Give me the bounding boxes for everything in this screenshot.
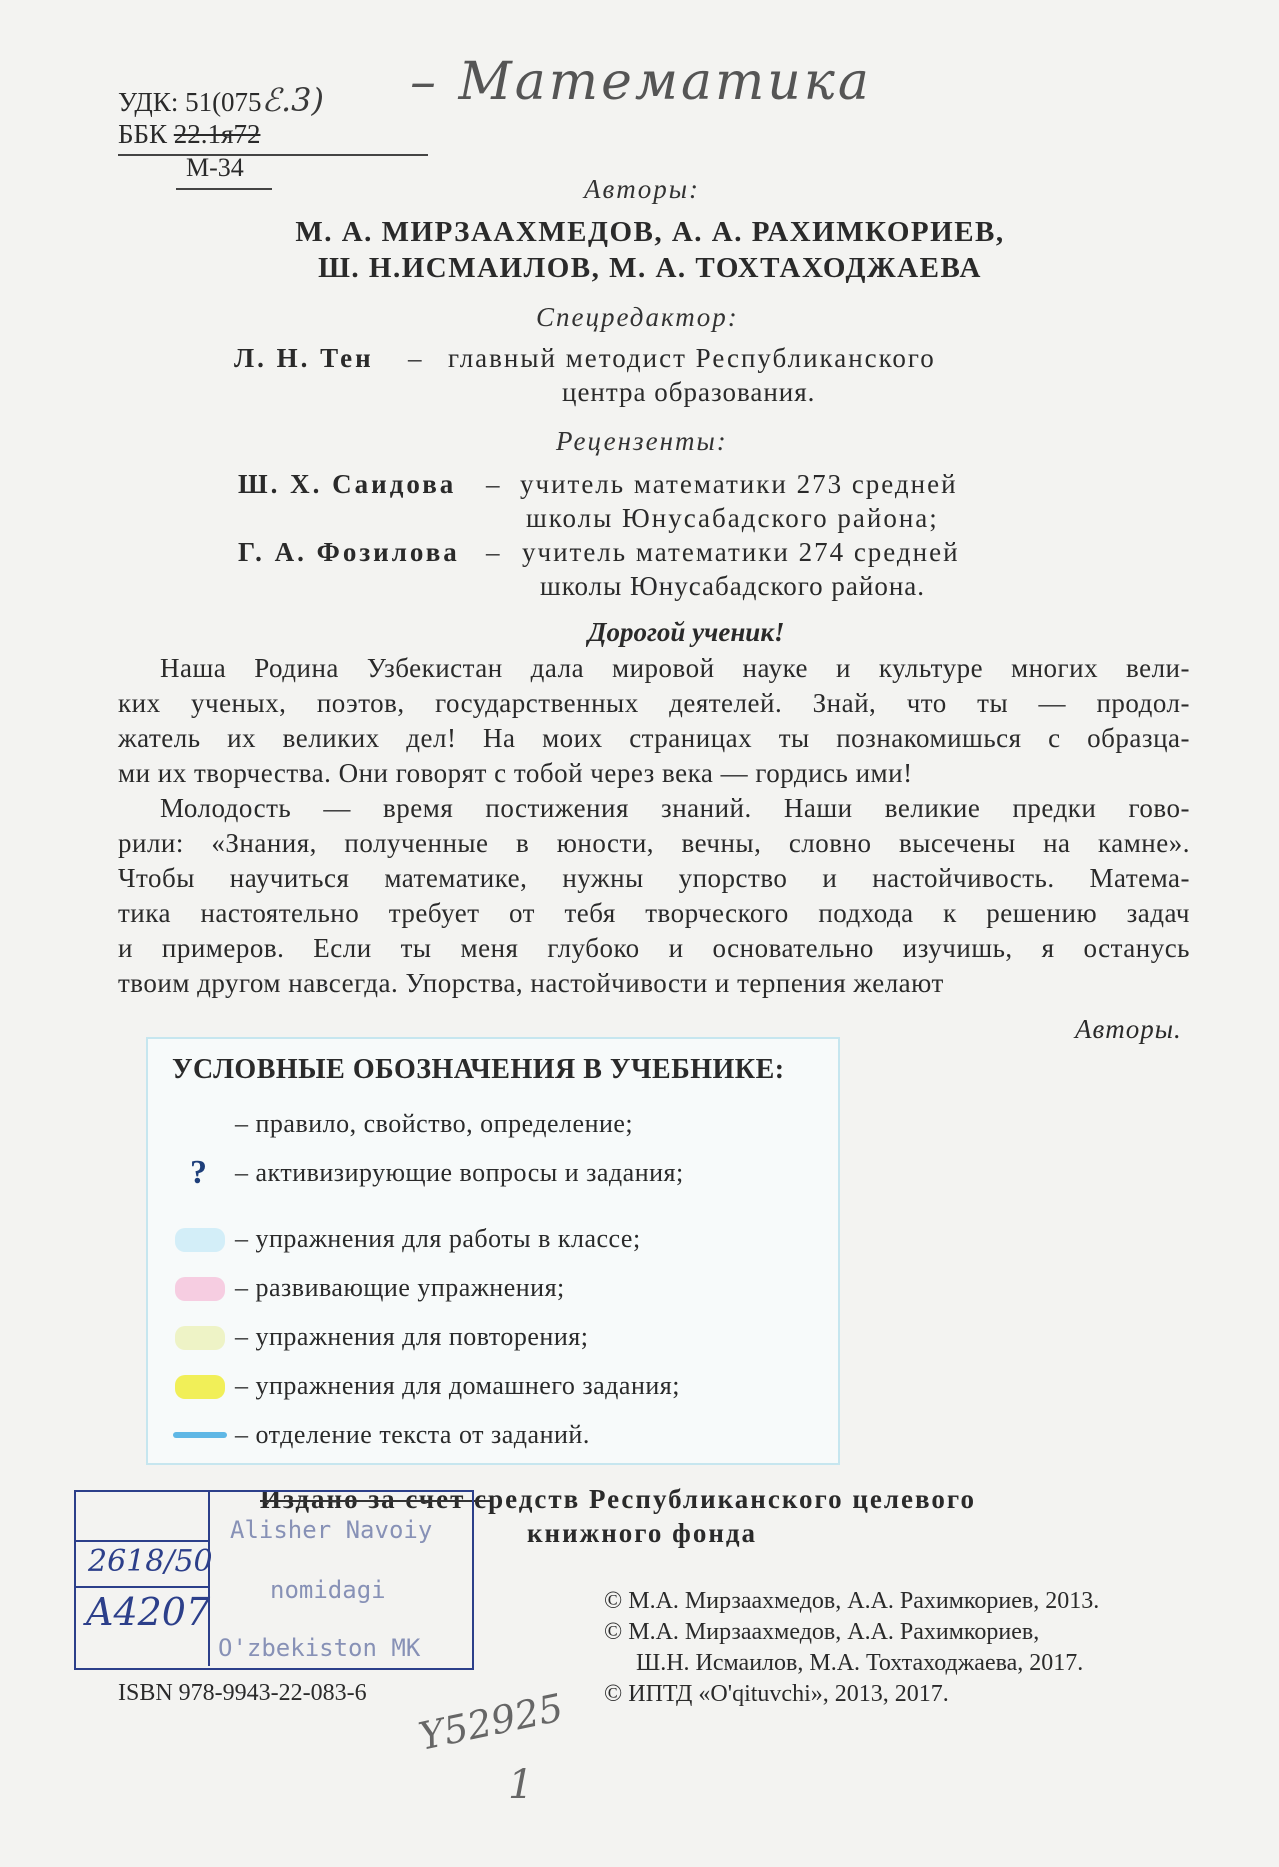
authors-label: Авторы: — [584, 174, 700, 204]
legend-item-questions: – активизирующие вопросы и задания; — [235, 1158, 684, 1187]
legend-item-developing: – развивающие упражнения; — [235, 1273, 565, 1302]
editor-name: Л. Н. Тен — [234, 343, 374, 373]
udk-line — [118, 81, 324, 119]
letter-p1-line: ми их творчества. Они говорят с тобой через века — гордись ими! — [118, 758, 913, 788]
legend-item-rule: – правило, свойство, определение; — [235, 1109, 634, 1138]
letter-p2-line: твоим другом навсегда. Упорства, настойчивости и терпения желают — [118, 968, 944, 998]
legend-item-review: – упражнения для повторения; — [235, 1322, 589, 1351]
legend-item-homework: – упражнения для домашнего задания; — [235, 1371, 680, 1400]
stamp-handwritten-number-1: 2618/50 — [88, 1544, 213, 1579]
stamp-cell-line-1 — [74, 1540, 208, 1542]
udk-code: УДК: 51(075 — [118, 87, 262, 117]
stamp-line-2: nomidagi — [270, 1576, 386, 1604]
editor-desc-1: главный методист Республиканского — [448, 343, 936, 373]
legend-item-divider: – отделение текста от заданий. — [235, 1420, 590, 1449]
divider-line-icon — [173, 1432, 227, 1438]
letter-p1-line: жатель их великих дел! На моих страницах ты познакомишься с образца- — [118, 723, 1190, 753]
reviewer-1-desc-1: учитель математики 273 средней — [520, 469, 958, 499]
udc-underline — [118, 154, 428, 156]
isbn: ISBN 978-9943-22-083-6 — [118, 1680, 367, 1706]
copyright-line-2: © М.А. Мирзаахмедов, А.А. Рахимкориев, — [604, 1619, 1040, 1645]
reviewer-1-dash: – — [486, 469, 500, 499]
letter-paragraph-2 — [118, 791, 1190, 1001]
editor-dash: – — [408, 343, 422, 373]
m-code-underline — [176, 188, 272, 190]
editor-desc-2: центра образования. — [562, 377, 816, 407]
stamp-divider — [208, 1492, 210, 1666]
funding-line-2: книжного фонда — [527, 1518, 758, 1548]
letter-greeting: Дорогой ученик! — [588, 617, 785, 647]
letter-p2-line: рили: «Знания, полученные в юности, вечны, словно высечены на камне». — [118, 828, 1190, 858]
authors-list — [180, 214, 1120, 286]
light-blue-swatch-icon — [175, 1228, 225, 1252]
m-code: М-34 — [186, 153, 244, 182]
letter-p2-line: тика настоятельно требует от тебя творческого подхода к решению задач — [118, 898, 1190, 928]
udc-block — [118, 81, 324, 150]
udk-handwritten: ℰ.3) — [261, 81, 324, 119]
copyright-line-3: Ш.Н. Исмаилов, М.А. Тохтаходжаева, 2017. — [636, 1650, 1084, 1676]
inventory-handwritten-mark: 1 — [508, 1762, 534, 1808]
reviewer-1-name: Ш. Х. Саидова — [238, 469, 457, 499]
inventory-handwritten-number: Y52925 — [415, 1685, 567, 1759]
reviewers-label: Рецензенты: — [556, 426, 728, 456]
copyright-line-4: © ИПТД «O'qituvchi», 2013, 2017. — [604, 1681, 949, 1707]
letter-paragraph-1 — [118, 651, 1190, 791]
stamp-cell-line-2 — [74, 1586, 208, 1588]
reviewer-2-desc-1: учитель математики 274 средней — [522, 537, 960, 567]
letter-p1-line: ких ученых, поэтов, государственных деятелей. Знай, что ты — продол- — [118, 688, 1190, 718]
pale-yellow-swatch-icon — [175, 1326, 225, 1350]
legend-item-classwork: – упражнения для работы в классе; — [235, 1224, 641, 1253]
copyright-line-1: © М.А. Мирзаахмедов, А.А. Рахимкориев, 2013. — [604, 1588, 1100, 1614]
legend-title: УСЛОВНЫЕ ОБОЗНАЧЕНИЯ В УЧЕБНИКЕ: — [172, 1054, 785, 1085]
bbk-label: ББК — [118, 119, 174, 149]
letter-signature: Авторы. — [1075, 1014, 1182, 1044]
question-mark-icon: ? — [190, 1154, 207, 1191]
reviewer-2-desc-2: школы Юнусабадского района. — [540, 571, 926, 601]
handwritten-subject-note: – Математика — [410, 52, 872, 112]
stamp-line-3: O'zbekiston MK — [218, 1634, 421, 1662]
letter-p2-line: Чтобы научиться математике, нужны упорство и настойчивость. Матема- — [118, 863, 1190, 893]
reviewer-2-name: Г. А. Фозилова — [238, 537, 460, 567]
funding-line-1: Издано за счет средств Республиканского целевого — [260, 1484, 977, 1514]
letter-p2-line: и примеров. Если ты меня глубоко и основательно изучишь, я останусь — [118, 933, 1190, 963]
letter-p2-line: Молодость — время постижения знаний. Наши великие предки гово- — [160, 793, 1190, 823]
letter-p1-line: Наша Родина Узбекистан дала мировой науке и культуре многих вели- — [160, 653, 1190, 683]
stamp-line-1: Alisher Navoiy — [230, 1516, 433, 1544]
yellow-swatch-icon — [175, 1375, 225, 1399]
copyright-block — [604, 1586, 1099, 1710]
authors-line-1: М. А. МИРЗААХМЕДОВ, А. А. РАХИМКОРИЕВ, — [295, 216, 1005, 248]
bbk-value: 22.1я72 — [173, 119, 261, 149]
stamp-handwritten-number-2: A4207 — [86, 1590, 211, 1634]
authors-line-2: Ш. Н.ИСМАИЛОВ, М. А. ТОХТАХОДЖАЕВА — [318, 252, 982, 284]
reviewer-1-desc-2: школы Юнусабадского района; — [526, 503, 939, 533]
reviewer-2-dash: – — [486, 537, 500, 567]
bbk-line — [118, 118, 324, 150]
pink-swatch-icon — [175, 1277, 225, 1301]
editor-label: Спецредактор: — [536, 302, 739, 332]
